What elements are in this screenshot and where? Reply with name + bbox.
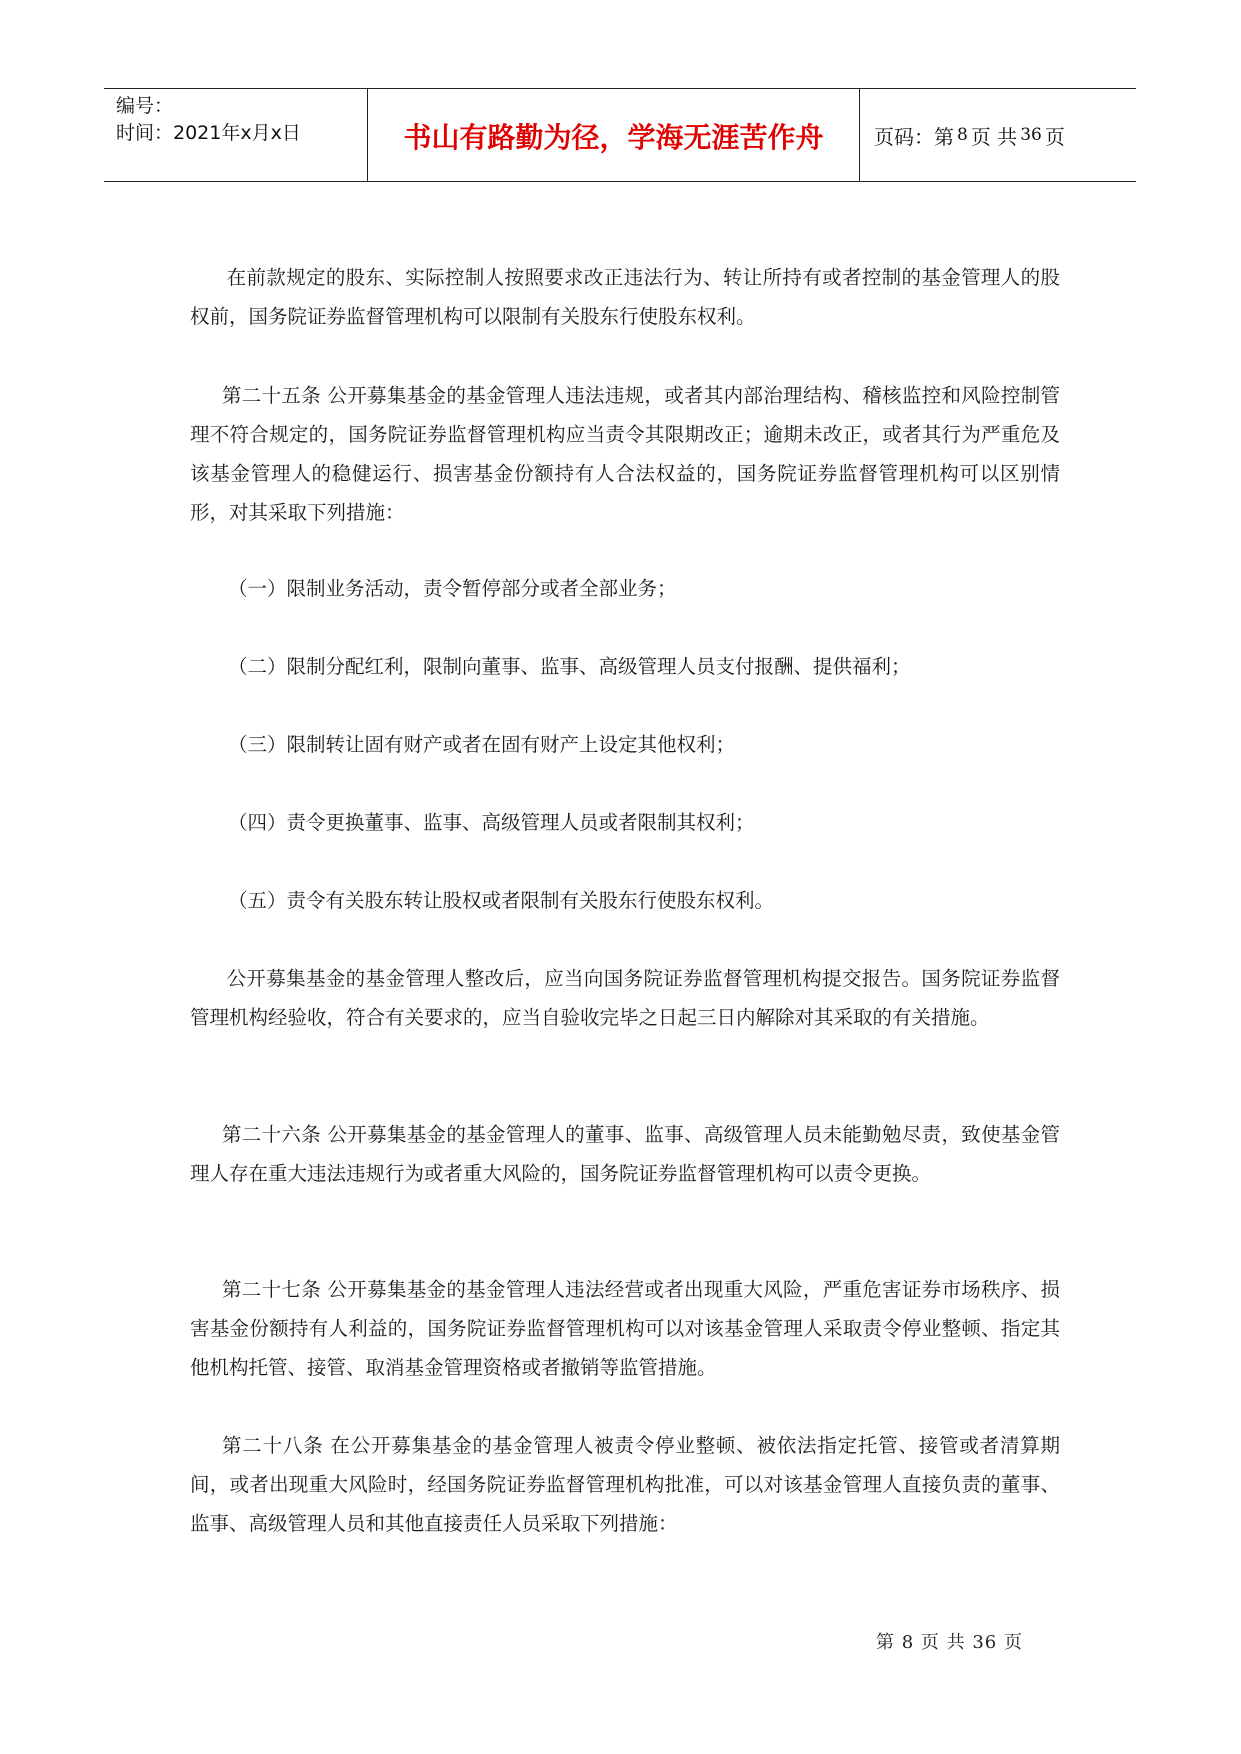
header-meta (104, 89, 368, 181)
paragraph: （三）限制转让固有财产或者在固有财产上设定其他权利； (228, 733, 736, 756)
document-time-label: 时间：2021年x月x日 (116, 122, 301, 144)
paragraph: （二）限制分配红利，限制向董事、监事、高级管理人员支付报酬、提供福利； (228, 655, 911, 678)
page-prefix: 页码：第 (874, 124, 954, 149)
paragraph: （五）责令有关股东转让股权或者限制有关股东行使股东权利。 (228, 889, 775, 912)
page-footer: 第 8 页 共 36 页 (876, 1632, 1023, 1653)
page-current: 8 (957, 125, 968, 145)
paragraph: 在前款规定的股东、实际控制人按照要求改正违法行为、转让所持有或者控制的基金管理人的股权前，国务院证券监督管理机构可以限制有关股东行使股东权利。 (190, 266, 1060, 328)
paragraph: 第二十七条 公开募集基金的基金管理人违法经营或者出现重大风险，严重危害证券市场秩序、损害基金份额持有人利益的，国务院证券监督管理机构可以对该基金管理人采取责令停业整顿、指定其他机构托管、接管、取消基金管理资格或者撤销等监管措施。 (190, 1278, 1060, 1379)
header-motto: 书山有路勤为径，学海无涯苦作舟 (368, 89, 860, 181)
paragraph: 第二十六条 公开募集基金的基金管理人的董事、监事、高级管理人员未能勤勉尽责，致使基金管理人存在重大违法违规行为或者重大风险的，国务院证券监督管理机构可以责令更换。 (190, 1123, 1060, 1185)
page-suffix: 页 (1044, 124, 1065, 149)
paragraph: （四）责令更换董事、监事、高级管理人员或者限制其权利； (228, 811, 755, 834)
paragraph: 第二十五条 公开募集基金的基金管理人违法违规，或者其内部治理结构、稽核监控和风险控制管理不符合规定的，国务院证券监督管理机构应当责令其限期改正；逾期未改正，或者其行为严重危及该基金管理人的稳健运行、损害基金份额持有人合法权益的，国务院证券监督管理机构可以区别情形，对其采取下列措施： (190, 384, 1060, 524)
header-page-info (860, 89, 1136, 181)
paragraph: 公开募集基金的基金管理人整改后，应当向国务院证券监督管理机构提交报告。国务院证券监督管理机构经验收，符合有关要求的，应当自验收完毕之日起三日内解除对其采取的有关措施。 (190, 967, 1060, 1029)
paragraph: （一）限制业务活动，责令暂停部分或者全部业务； (228, 577, 677, 600)
page-mid: 页 共 (970, 124, 1018, 149)
paragraph: 第二十八条 在公开募集基金的基金管理人被责令停业整顿、被依法指定托管、接管或者清算期间，或者出现重大风险时，经国务院证券监督管理机构批准，可以对该基金管理人直接负责的董事、监事、高级管理人员和其他直接责任人员采取下列措施： (190, 1434, 1060, 1535)
page-header (104, 88, 1136, 182)
page-total: 36 (1020, 125, 1042, 145)
document-number-label: 编号： (116, 95, 174, 117)
